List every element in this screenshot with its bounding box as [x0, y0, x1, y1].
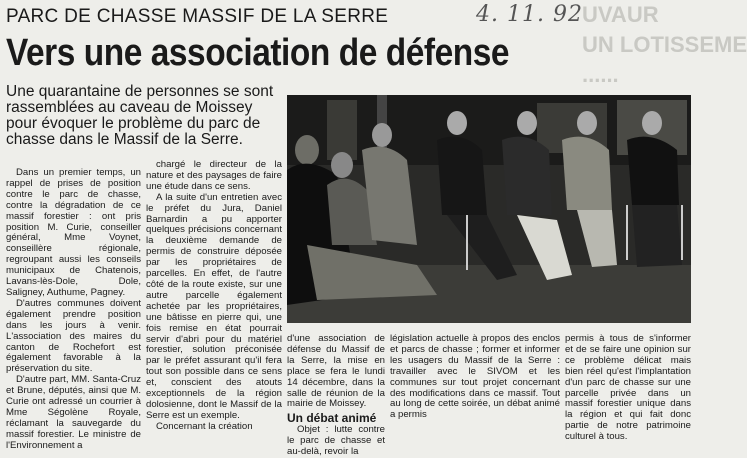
article-column-3: [287, 334, 385, 458]
paragraph: Objet : lutte contre le parc de chasse et au-delà, revoir la: [287, 424, 385, 458]
subhead: Un débat animé: [287, 411, 377, 426]
bleed-through-text: [582, 0, 747, 87]
lead-paragraph: Une quarantaine de personnes se sont rassemblées au caveau de Moissey pour évoquer le problème du parc de chasse dans le Massif de la Serre.: [6, 83, 274, 148]
news-photo: [287, 95, 691, 323]
headline: Vers une association de défense: [6, 32, 510, 74]
paragraph: A la suite d'un entretien avec le préfet du Jura, Daniel Barnardin a pu apporter quelques précisions concernant la deuxième demande de permis de construire déposée par les propriétaires de parcelles. En effet, de l'autre côté de la route existe, sur une autre parcelle également achetée par les propriétaires, une bâtisse en pierre qui, une fois remise en état pourrait servir d'abri pour du matériel forestier, solution préconisée par le préfet assurant qu'il fera tout son possible dans ce sens et, conscient des atouts exceptionnels de la région dolosienne, dont le Massif de la Serre est un exemple.: [146, 191, 282, 421]
paragraph: D'autres communes doivent également prendre position dans les jours à venir. L'association des maires du canton de Rochefort est également favorable à la préservation du site.: [6, 297, 141, 375]
bleed-line: ......: [582, 62, 619, 87]
kicker: PARC DE CHASSE MASSIF DE LA SERRE: [6, 6, 389, 27]
paragraph: Dans un premier temps, un rappel de prises de position contre le parc de chasse, contre la dégradation de ce massif forestier : ont pris position M. Curie, conseiller général, Mme Voynet, conseillère régionale, regroupant aussi les conseils municipaux de Chatenois, Lavans-lès-Dole, Dole, Saligney, Authume, Pagney.: [6, 167, 141, 298]
paragraph: permis à tous de s'informer et de se faire une opinion sur ce problème délicat mais bien réel qu'est l'implantation d'un parc de chasse sur une parcelle privée dans un massif forestier unique dans la région et qui fait donc partie de notre patrimoine culturel à tous.: [565, 333, 691, 443]
handwritten-date: 4. 11. 92: [476, 2, 583, 27]
bleed-line: UN LOTISSEME: [582, 32, 747, 57]
paragraph: Concernant la création: [156, 420, 253, 432]
paragraph: chargé le directeur de la nature et des paysages de faire une étude dans ce sens.: [146, 159, 282, 192]
article-column-5: [565, 334, 691, 443]
bleed-line: UVAUR: [582, 2, 659, 27]
article-column-4: [390, 334, 560, 421]
paragraph: d'une association de défense du Massif de la Serre, la mise en place se fera le lundi 14 décembre, dans la salle de réunion de la mairie de Moissey.: [287, 333, 385, 410]
article-column-2: [146, 160, 282, 433]
article-column-1: [6, 168, 141, 452]
paragraph: législation actuelle à propos des enclos et parcs de chasse ; former et informer les usagers du Massif de la Serre : travailler avec le SIVOM et les communes sur tout projet concernant des modifications dans ce massif. Tout au long de cette soirée, un débat animé a permis: [390, 333, 560, 421]
paragraph: D'autre part, MM. Santa-Cruz et Brune, députés, ainsi que M. Curie ont adressé un courrier à Mme Ségolène Royale, réclamant la sauvegarde du massif forestier. Le ministre de l'Environnement a: [6, 374, 141, 451]
meeting-photo: [287, 95, 691, 323]
